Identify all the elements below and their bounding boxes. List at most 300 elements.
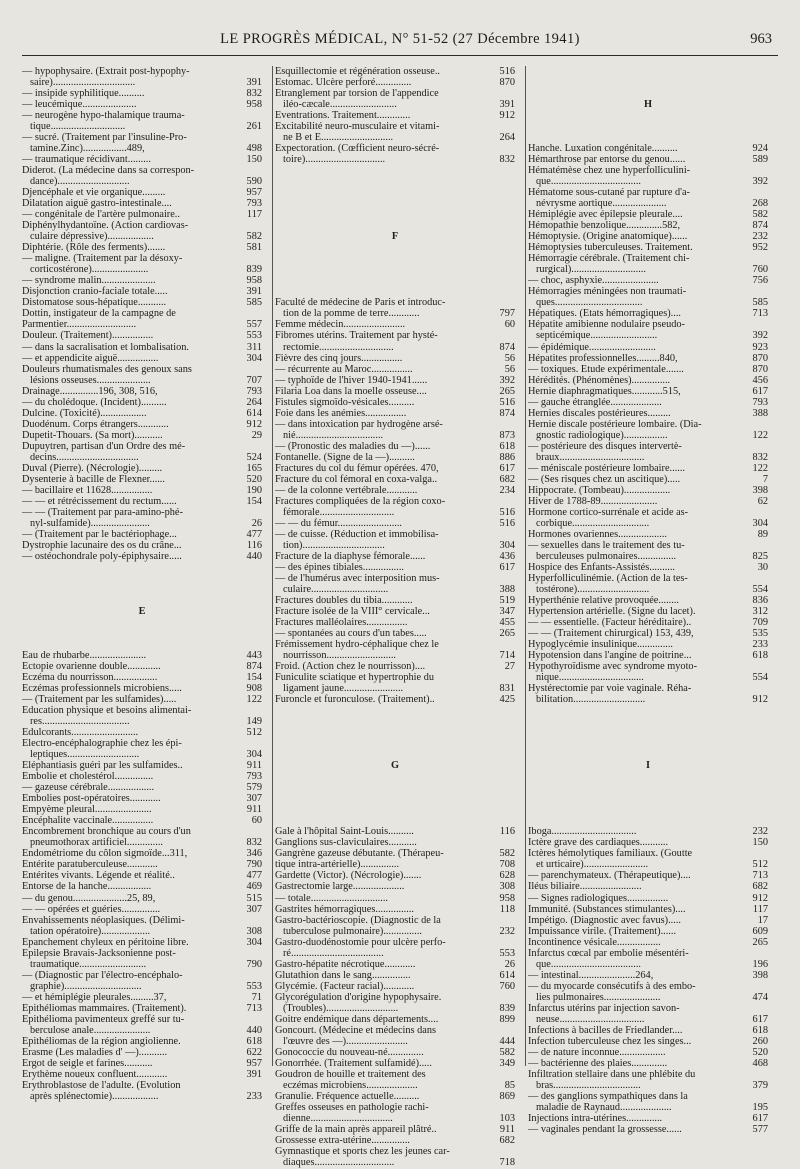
page-ref: 617 (499, 561, 515, 573)
page-ref: 349 (499, 1057, 515, 1069)
entry-text: diaques............................... (283, 1156, 395, 1168)
page-ref: 912 (499, 110, 515, 122)
entry-text: tion)................................ (283, 539, 385, 551)
page-ref: 498 (246, 143, 262, 155)
entry-text: — parenchymateux. (Thérapeutique).... (528, 870, 691, 882)
page-ref: 425 (499, 694, 515, 706)
page-ref: 756 (752, 275, 768, 287)
entry-text: Distomatose sous-hépatique........... (22, 297, 167, 309)
entry-text: Embolie et cholestérol............... (22, 771, 154, 783)
entry-text: — — et rétrécissement du rectum...... (22, 495, 177, 507)
entry-text: Dulcine. (Toxicité).................. (22, 407, 147, 419)
page-ref: 713 (752, 870, 768, 882)
entry-text: tation opératoire)................... (30, 925, 151, 937)
entry-text: — de nature inconnue.................. (528, 1046, 666, 1058)
entry-text: — gazeuse cérébrale.................. (22, 782, 155, 794)
page-ref: 477 (246, 870, 262, 882)
page-ref: 535 (752, 628, 768, 640)
entry-text: — (Traitement par le bactériophage... (22, 528, 177, 540)
page-ref: 957 (246, 1057, 262, 1069)
entry-text: Froid. (Action chez le nourrisson).... (275, 661, 426, 673)
page-ref: 553 (246, 980, 262, 992)
entry-text: Estomac. Ulcère perforé.............. (275, 77, 412, 89)
page-ref: 150 (752, 837, 768, 849)
page-ref: 398 (752, 484, 768, 496)
entry-text: Hémopathie benzolique..............582, (528, 220, 681, 232)
entry-text: et urticaire)......................... (536, 859, 649, 871)
entry-text: Gastro-hépatite nécrotique............ (275, 958, 416, 970)
page-ref: 391 (499, 99, 515, 111)
page-ref: 714 (499, 650, 515, 662)
entry-text: lésions osseuses..................... (30, 374, 151, 386)
page-ref: 196 (752, 958, 768, 970)
entry-text: Duval (Pierre). (Nécrologie)......... (22, 462, 163, 474)
page-ref: 790 (246, 958, 262, 970)
page-ref: 392 (752, 330, 768, 342)
entry-text: Hérédités. (Phénomènes)............... (528, 374, 671, 386)
entry-text: Endométriome du côlon sigmoïde...311, (22, 848, 188, 860)
page-ref: 26 (504, 958, 515, 970)
page-ref: 617 (752, 385, 768, 397)
page-ref: 392 (499, 374, 515, 386)
page-ref: 870 (752, 352, 768, 364)
page-ref: 790 (246, 859, 262, 871)
page-ref: 958 (246, 99, 262, 111)
page-ref: 122 (246, 694, 262, 706)
entry-text: Hypertension artérielle. (Signe du lacet). (528, 605, 696, 617)
page-ref: 440 (246, 1024, 262, 1036)
entry-text: — vaginales pendant la grossesse...... (528, 1123, 682, 1135)
page-ref: 870 (499, 77, 515, 89)
entry-text: Fractures compliquées de la région coxo- (275, 495, 446, 507)
entry-text: Ictère grave des cardiaques........... (528, 837, 669, 849)
entry-text: Fracture du col fémoral en coxa-valga.. (275, 473, 438, 485)
entry-text: berculose anale...................... (30, 1024, 151, 1036)
page-ref: 307 (246, 793, 262, 805)
entry-text: neuse................................. (536, 1013, 645, 1025)
entry-text: Gangrène gazeuse débutante. (Thérapeu- (275, 848, 444, 860)
page-ref: 392 (752, 176, 768, 188)
entry-text: rectomie............................. (283, 341, 394, 353)
page-ref: 793 (752, 396, 768, 408)
page-ref: 713 (246, 1002, 262, 1014)
entry-text: lies pulmonaires...................... (536, 991, 661, 1003)
entry-text: névrysme aortique..................... (536, 198, 667, 210)
page-ref: 232 (752, 826, 768, 838)
entry-text: — totale.............................. (275, 892, 388, 904)
entry-text: — (Ses risques chez un ascitique)..... (528, 473, 681, 485)
entry-text: H (643, 99, 652, 111)
entry-text: iléo-cæcale.......................... (283, 99, 397, 111)
entry-text: I (645, 760, 650, 772)
page-ref: 391 (246, 286, 262, 298)
entry-text: — et appendicite aiguë................ (22, 352, 159, 364)
entry-text: Granulie. Fréquence actuelle.......... (275, 1090, 420, 1102)
entry-text: Griffe de la main après appareil plâtré.. (275, 1123, 437, 1135)
page-ref: 874 (246, 661, 262, 673)
entry-text: — des ganglions sympathiques dans la (528, 1090, 688, 1102)
page-ref: 524 (246, 451, 262, 463)
page-ref: 455 (499, 617, 515, 628)
entry-text: — du myocarde consécutifs à des embo- (528, 980, 696, 992)
page-ref: 520 (752, 1046, 768, 1058)
entry-text: Glycorégulation d'origine hypophysaire. (275, 991, 442, 1003)
page-ref: 150 (246, 154, 262, 166)
page-ref: 707 (246, 374, 262, 386)
entry-text: Hémarthrose par entorse du genou...... (528, 154, 686, 166)
entry-text: Erasme (Les maladies d' —)........... (22, 1046, 168, 1058)
entry-text: graphie).............................. (30, 980, 142, 992)
page-ref: 869 (499, 1090, 515, 1102)
page-ref: 628 (499, 870, 515, 882)
page-ref: 912 (752, 694, 768, 706)
entry-text: Electro-encéphalographie chez les épi- (22, 738, 182, 750)
entry-text: Djencéphale et vie organique......... (22, 187, 166, 199)
entry-text: Education physique et besoins alimentai- (22, 705, 192, 717)
page-ref: 577 (752, 1123, 768, 1135)
entry-text: Excitabilité neuro-musculaire et vitami- (275, 121, 440, 133)
entry-text: dienne................................ (283, 1112, 393, 1124)
entry-text: Dysenterie à bacille de Flexner...... (22, 473, 165, 485)
page-ref: 56 (504, 352, 515, 364)
entry-text: Diphtérie. (Rôle des ferments)....... (22, 242, 166, 254)
page-ref: 912 (246, 418, 262, 430)
page-ref: 874 (499, 341, 515, 353)
entry-text: Fracture isolée de la VIII° cervicale... (275, 605, 430, 617)
entry-text: — syndrome malin..................... (22, 275, 156, 287)
entry-text: Epithéliomas de la région angiolienne. (22, 1035, 181, 1047)
page-ref: 617 (499, 462, 515, 474)
entry-text: Gonococcie du nouveau-né.............. (275, 1046, 424, 1058)
page-ref: 793 (246, 198, 262, 210)
entry-text: Hématome sous-cutané par rupture d'a- (528, 187, 690, 199)
entry-text: — et hémiplégie pleurales.........37, (22, 991, 167, 1003)
page-ref: 307 (246, 903, 262, 915)
entry-text: — des épines tibiales................ (275, 561, 404, 573)
page-ref: 122 (752, 462, 768, 474)
page-ref: 312 (752, 605, 768, 617)
entry-text: — — (Traitement chirurgical) 153, 439, (528, 628, 694, 640)
page-ref: 388 (499, 583, 515, 595)
page-ref: 708 (499, 859, 515, 871)
page-header (28, 31, 772, 49)
index-entry (22, 1091, 262, 1103)
entry-text: Gastrites hémorragiques............... (275, 903, 414, 915)
page-ref: 62 (757, 495, 768, 507)
page-ref: 190 (246, 484, 262, 496)
header-rule (22, 55, 778, 56)
page-ref: 27 (504, 661, 515, 673)
page-ref: 233 (246, 1090, 262, 1102)
entry-text: Diderot. (La médecine dans sa correspon- (22, 165, 195, 177)
page-ref: 103 (499, 1112, 515, 1124)
entry-text: Hémiplégie avec épilepsie pleurale.... (528, 209, 683, 221)
page-ref: 233 (752, 639, 768, 651)
page-ref: 268 (752, 198, 768, 210)
entry-text: Duodénum. Corps étrangers............ (22, 418, 169, 430)
page-ref: 520 (246, 473, 262, 485)
entry-text: Funiculite sciatique et hypertrophie du (275, 672, 434, 684)
page-ref: 557 (246, 319, 262, 331)
entry-text: Gardette (Victor). (Nécrologie)....... (275, 870, 422, 882)
entry-text: tamine.Zinc).................489, (30, 143, 145, 155)
entry-text: — leucémique..................... (22, 99, 137, 111)
entry-text: nyl-sulfamide)....................... (30, 517, 150, 529)
entry-text: Encombrement bronchique au cours d'un (22, 826, 191, 838)
entry-text: Fistules sigmoïdo-vésicales.......... (275, 396, 415, 408)
page-ref: 836 (752, 594, 768, 606)
page-ref: 911 (246, 760, 262, 772)
entry-text: — (Diagnostic par l'électro-encéphalo- (22, 969, 183, 981)
entry-text: tique intra-artérielle)............... (275, 859, 400, 871)
page-ref: 614 (499, 969, 515, 981)
entry-text: Diphénylhydantoïne. (Action cardiovas- (22, 220, 189, 232)
page-ref: 553 (499, 947, 515, 959)
entry-text: Immunité. (Substances stimulantes).... (528, 903, 686, 915)
entry-text: Greffes osseuses en pathologie rachi- (275, 1101, 429, 1113)
page-ref: 832 (246, 837, 262, 849)
page-ref: 234 (499, 484, 515, 496)
page-ref: 468 (752, 1057, 768, 1069)
page-ref: 579 (246, 782, 262, 794)
entry-text: Hépatiques. (Etats hémorragiques).... (528, 308, 681, 320)
entry-text: Ergot de seigle et farines........... (22, 1057, 153, 1069)
entry-text: Hormones ovariennes................... (528, 528, 667, 540)
page-ref: 60 (251, 815, 262, 827)
entry-text: Impétigo. (Diagnostic avec favus)..... (528, 914, 681, 926)
page-ref: 554 (752, 672, 768, 684)
entry-text: Dottin, instigateur de la campagne de (22, 308, 176, 320)
page-ref: 553 (246, 330, 262, 342)
page-ref: 264 (499, 132, 515, 144)
entry-text: tique............................. (30, 121, 126, 133)
entry-text: Embolies post-opératoires............ (22, 793, 161, 805)
page-ref: 709 (752, 617, 768, 628)
page-ref: 71 (251, 991, 262, 1003)
entry-text: Iléus biliaire........................ (528, 881, 642, 893)
page-ref: 609 (752, 925, 768, 937)
entry-text: Goncourt. (Médecine et médecins dans (275, 1024, 436, 1036)
page-ref: 718 (499, 1156, 515, 1168)
page-ref: 832 (246, 88, 262, 100)
page-ref: 7 (762, 473, 768, 485)
page-ref: 265 (499, 628, 515, 640)
entry-text: Eczémas professionnels microbiens..... (22, 683, 182, 695)
entry-text: Fractures doubles du tibia............ (275, 594, 413, 606)
entry-text: Entérite paratuberculeuse............ (22, 859, 158, 871)
entry-text: — (Traitement par les sulfamides)..... (22, 694, 177, 706)
page-ref: 116 (499, 826, 515, 838)
entry-text: Hanche. Luxation congénitale.......... (528, 143, 678, 155)
page-ref: 118 (499, 903, 515, 915)
entry-text: Eau de rhubarbe...................... (22, 650, 147, 662)
entry-text: Iboga................................. (528, 826, 637, 838)
entry-text: toire)............................... (283, 154, 386, 166)
entry-text: Ictères hémolytiques familiaux. (Goutte (528, 848, 693, 860)
entry-text: eczémas microbiens.................... (283, 1079, 418, 1091)
page-ref: 165 (246, 462, 262, 474)
page-ref: 304 (246, 352, 262, 364)
entry-text: Hémorragie cérébrale. (Traitement chi- (528, 253, 690, 265)
entry-text: tuberculose pulmonaire)............... (283, 925, 422, 937)
page-ref: 398 (752, 969, 768, 981)
entry-text: Disjonction cranio-faciale totale..... (22, 286, 168, 298)
entry-text: Hypotension dans l'angine de poitrine... (528, 650, 692, 662)
entry-text: Epanchement chyleux en péritoine libre. (22, 936, 189, 948)
entry-text: Hémoptysies tuberculeuses. Traitement. (528, 242, 693, 254)
entry-text: Eléphantiasis guéri par les sulfamides.. (22, 760, 183, 772)
entry-text: Fontanelle. (Signe de la —).......... (275, 451, 415, 463)
page-ref: 232 (752, 231, 768, 243)
entry-text: — gauche étranglée.................... (528, 396, 662, 408)
page-ref: 444 (499, 1035, 515, 1047)
page-ref: 116 (246, 539, 262, 551)
page-ref: 590 (246, 176, 262, 188)
page-ref: 265 (752, 936, 768, 948)
page-ref: 793 (246, 385, 262, 397)
page-ref: 760 (499, 980, 515, 992)
entry-text: rurgical)............................. (536, 264, 646, 276)
entry-text: — neurogène hypo-thalamique trauma- (22, 110, 185, 122)
entry-text: culaire dépressive).................. (30, 231, 154, 243)
entry-text: — hypophysaire. (Extrait post-hypophy- (22, 66, 190, 77)
entry-text: Dupuytren, partisan d'un Ordre des mé- (22, 440, 186, 452)
page-ref: 622 (246, 1046, 262, 1058)
entry-text: ques.................................. (536, 297, 643, 309)
entry-text: — congénitale de l'artère pulmonaire.. (22, 209, 180, 221)
entry-text: Ectopie ovarienne double............. (22, 661, 161, 673)
entry-text: Gymnastique et sports chez les jeunes car- (275, 1145, 450, 1157)
entry-text: Gonorrhée. (Traitement sulfamidé)..... (275, 1057, 432, 1069)
page-number: 963 (750, 31, 772, 47)
entry-text: — bactérienne des plaies.............. (528, 1057, 668, 1069)
page-ref: 831 (499, 683, 515, 695)
entry-text: nique................................. (536, 672, 644, 684)
page-ref: 793 (246, 771, 262, 783)
entry-text: après splénectomie).................. (30, 1090, 159, 1102)
entry-text: — épidémique.......................... (528, 341, 656, 353)
page-ref: 958 (246, 275, 262, 287)
page-ref: 311 (246, 341, 262, 353)
entry-text: Impuissance virile. (Traitement)...... (528, 925, 677, 937)
entry-text: pneumothorax artificiel.............. (30, 837, 163, 849)
page-ref: 469 (246, 881, 262, 893)
entry-text: Fièvre des cinq jours................ (275, 352, 403, 364)
page-ref: 839 (499, 1002, 515, 1014)
entry-text: Incontinence vésicale................. (528, 936, 661, 948)
page-ref: 760 (752, 264, 768, 276)
entry-text: Hépatite amibienne nodulaire pseudo- (528, 319, 685, 331)
entry-text: Hypothyroïdisme avec syndrome myoto- (528, 661, 698, 673)
page-ref: 870 (752, 363, 768, 375)
page-ref: 304 (499, 539, 515, 551)
page-ref: 911 (499, 1123, 515, 1135)
entry-text: Hippocrate. (Tombeau).................. (528, 484, 671, 496)
index-entry (528, 1124, 768, 1136)
entry-text: Glutathion dans le sang............... (275, 969, 411, 981)
page-ref: 912 (752, 892, 768, 904)
entry-text: Grossesse extra-utérine............... (275, 1134, 410, 1146)
entry-text: Infections à bacilles de Friedlander.... (528, 1024, 683, 1036)
entry-text: berculeuses pulmonaires............... (536, 550, 677, 562)
page-ref: 346 (246, 848, 262, 860)
entry-text: — méniscale postérieure lombaire...... (528, 462, 685, 474)
page-ref: 839 (246, 264, 262, 276)
column-divider (525, 66, 526, 1066)
entry-text: Femme médecin........................ (275, 319, 406, 331)
entry-text: Drainage...............196, 308, 516, (22, 385, 158, 397)
entry-text: Infiltration stellaire dans une phlébite du (528, 1068, 696, 1080)
page-ref: 618 (499, 440, 515, 452)
page-ref: 874 (499, 407, 515, 419)
page-ref: 585 (752, 297, 768, 309)
page-ref: 89 (757, 528, 768, 540)
journal-title: LE PROGRÈS MÉDICAL, N° 51-52 (27 Décembre 1941) (220, 31, 580, 47)
page-ref: 924 (752, 143, 768, 155)
entry-text: Epithélioma pavimenteux greffé sur tu- (22, 1013, 185, 1025)
entry-text: — intestinal......................264, (528, 969, 654, 981)
entry-text: Dystrophie lacunaire des os du crâne... (22, 539, 182, 551)
entry-text: dance)............................ (30, 176, 130, 188)
page-ref: 582 (499, 848, 515, 860)
entry-text: leptiques............................ (30, 749, 140, 761)
entry-text: Gastrectomie large.................... (275, 881, 405, 893)
page-ref: 232 (499, 925, 515, 937)
entry-text: fémorale............................. (283, 506, 395, 518)
page-ref: 908 (246, 683, 262, 695)
entry-text: Furoncle et furonculose. (Traitement).. (275, 694, 435, 706)
entry-text: — dans intoxication par hydrogène arsé- (275, 418, 443, 430)
entry-text: l'œuvre des —)........................ (283, 1035, 408, 1047)
page-ref: 149 (246, 716, 262, 728)
entry-text: — dans la sacralisation et lombalisation. (22, 341, 189, 353)
page-ref: 682 (752, 881, 768, 893)
entry-text: Empyème pleural...................... (22, 804, 152, 816)
page-ref: 265 (499, 385, 515, 397)
entry-text: — de la colonne vertébrale............ (275, 484, 418, 496)
entry-text: Gastro-bactérioscopie. (Diagnostic de la (275, 914, 441, 926)
page-ref: 589 (752, 154, 768, 166)
page-ref: 512 (752, 859, 768, 871)
entry-text: — de cuisse. (Réduction et immobilisa- (275, 528, 439, 540)
entry-text: — traumatique récidivant......... (22, 154, 151, 166)
page-ref: 122 (752, 429, 768, 441)
entry-text: — postérieure des disques intervertè- (528, 440, 682, 452)
entry-text: nié.................................. (283, 429, 384, 441)
entry-text: — ostéochondrale poly-épiphysaire..... (22, 550, 182, 562)
page-ref: 952 (752, 242, 768, 254)
page-ref: 456 (752, 374, 768, 386)
entry-text: F (391, 231, 399, 243)
page-ref: 264 (246, 396, 262, 408)
entry-text: bilitation............................ (536, 694, 646, 706)
page-ref: 477 (246, 528, 262, 540)
entry-text: Infarctus cœcal par embolie mésentéri- (528, 947, 689, 959)
entry-text: Hiver de 1788-89...................... (528, 495, 658, 507)
entry-text: ligament jaune....................... (283, 683, 404, 695)
entry-text: Hépatites professionnelles.........840, (528, 352, 678, 364)
entry-text: Gastro-duodénostomie pour ulcère perfo- (275, 936, 446, 948)
entry-text: saire)................................ (30, 77, 136, 89)
entry-text: corticostérone)...................... (30, 264, 149, 276)
page-ref: 379 (752, 1079, 768, 1091)
page-ref: 958 (499, 892, 515, 904)
page-ref: 260 (752, 1035, 768, 1047)
entry-text: ré.................................... (283, 947, 384, 959)
page-ref: 581 (246, 242, 262, 254)
entry-text: Ganglions sus-claviculaires........... (275, 837, 417, 849)
entry-text: — du genou.....................25, 89, (22, 892, 156, 904)
